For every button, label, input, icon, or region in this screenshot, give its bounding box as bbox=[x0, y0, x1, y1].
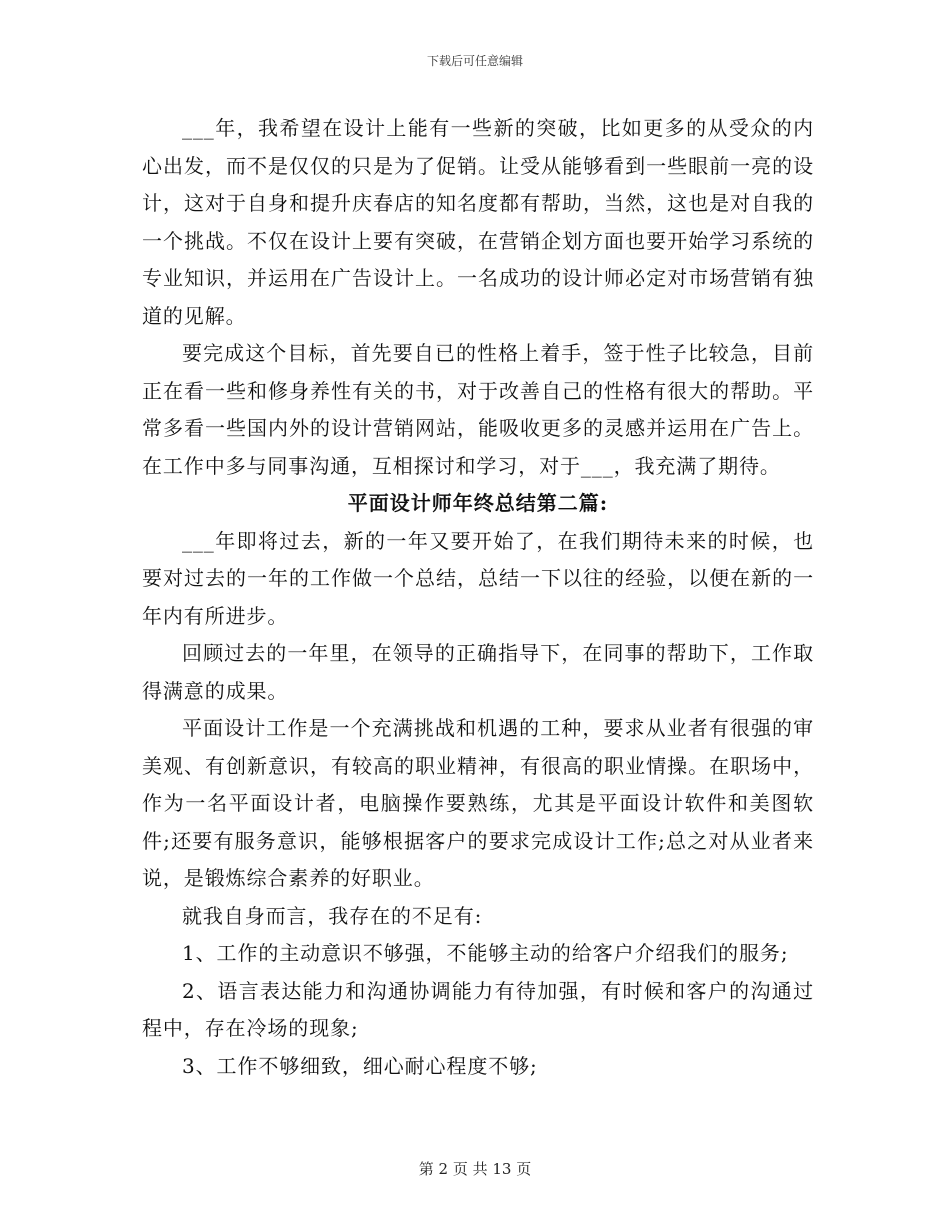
paragraph-plan: 要完成这个目标，首先要自已的性格上着手，签于性子比较急，目前正在看一些和修身养性有关的书，对于改善自己的性格有很大的帮助。平常多看一些国内外的设计营销网站，能吸收更多的灵感并运用在广告上。在工作中多与同事沟通，互相探讨和学习，对于___，我充满了期待。 bbox=[142, 341, 814, 478]
paragraph-intro: ___年即将过去，新的一年又要开始了，在我们期待未来的时候，也要对过去的一年的工作做一个总结，总结一下以往的经验，以便在新的一年内有所进步。 bbox=[142, 528, 814, 628]
paragraph-job-description: 平面设计工作是一个充满挑战和机遇的工种，要求从业者有很强的审美观、有创新意识，有较高的职业精神，有很高的职业情操。在职场中，作为一名平面设计者，电脑操作要熟练，尤其是平面设计软件和美图软件;还要有服务意识，能够根据客户的要求完成设计工作;总之对从业者来说，是锻炼综合素养的好职业。 bbox=[142, 716, 814, 890]
page-footer: 第 2 页 共 13 页 bbox=[418, 1160, 532, 1178]
list-item-1: 1、工作的主动意识不够强，不能够主动的给客户介绍我们的服务; bbox=[182, 941, 789, 965]
paragraph-shortcomings-intro: 就我自身而言，我存在的不足有: bbox=[182, 903, 483, 928]
section-title: 平面设计师年终总结第二篇: bbox=[347, 491, 609, 515]
list-item-3: 3、工作不够细致，细心耐心程度不够; bbox=[182, 1053, 538, 1078]
paragraph-review: 回顾过去的一年里，在领导的正确指导下，在同事的帮助下，工作取得满意的成果。 bbox=[142, 641, 814, 703]
document-body bbox=[142, 110, 814, 1085]
page-header: 下载后可任意编辑 bbox=[426, 54, 523, 68]
list-item-2: 2、语言表达能力和沟通协调能力有待加强，有时候和客户的沟通过程中，存在冷场的现象; bbox=[142, 978, 814, 1040]
paragraph-goal: ___年，我希望在设计上能有一些新的突破，比如更多的从受众的内心出发，而不是仅仅的只是为了促销。让受从能够看到一些眼前一亮的设计，这对于自身和提升庆春店的知名度都有帮助，当然，这也是对自我的一个挑战。不仅在设计上要有突破，在营销企划方面也要开始学习系统的专业知识，并运用在广告设计上。一名成功的设计师必定对市场营销有独道的见解。 bbox=[142, 116, 814, 328]
